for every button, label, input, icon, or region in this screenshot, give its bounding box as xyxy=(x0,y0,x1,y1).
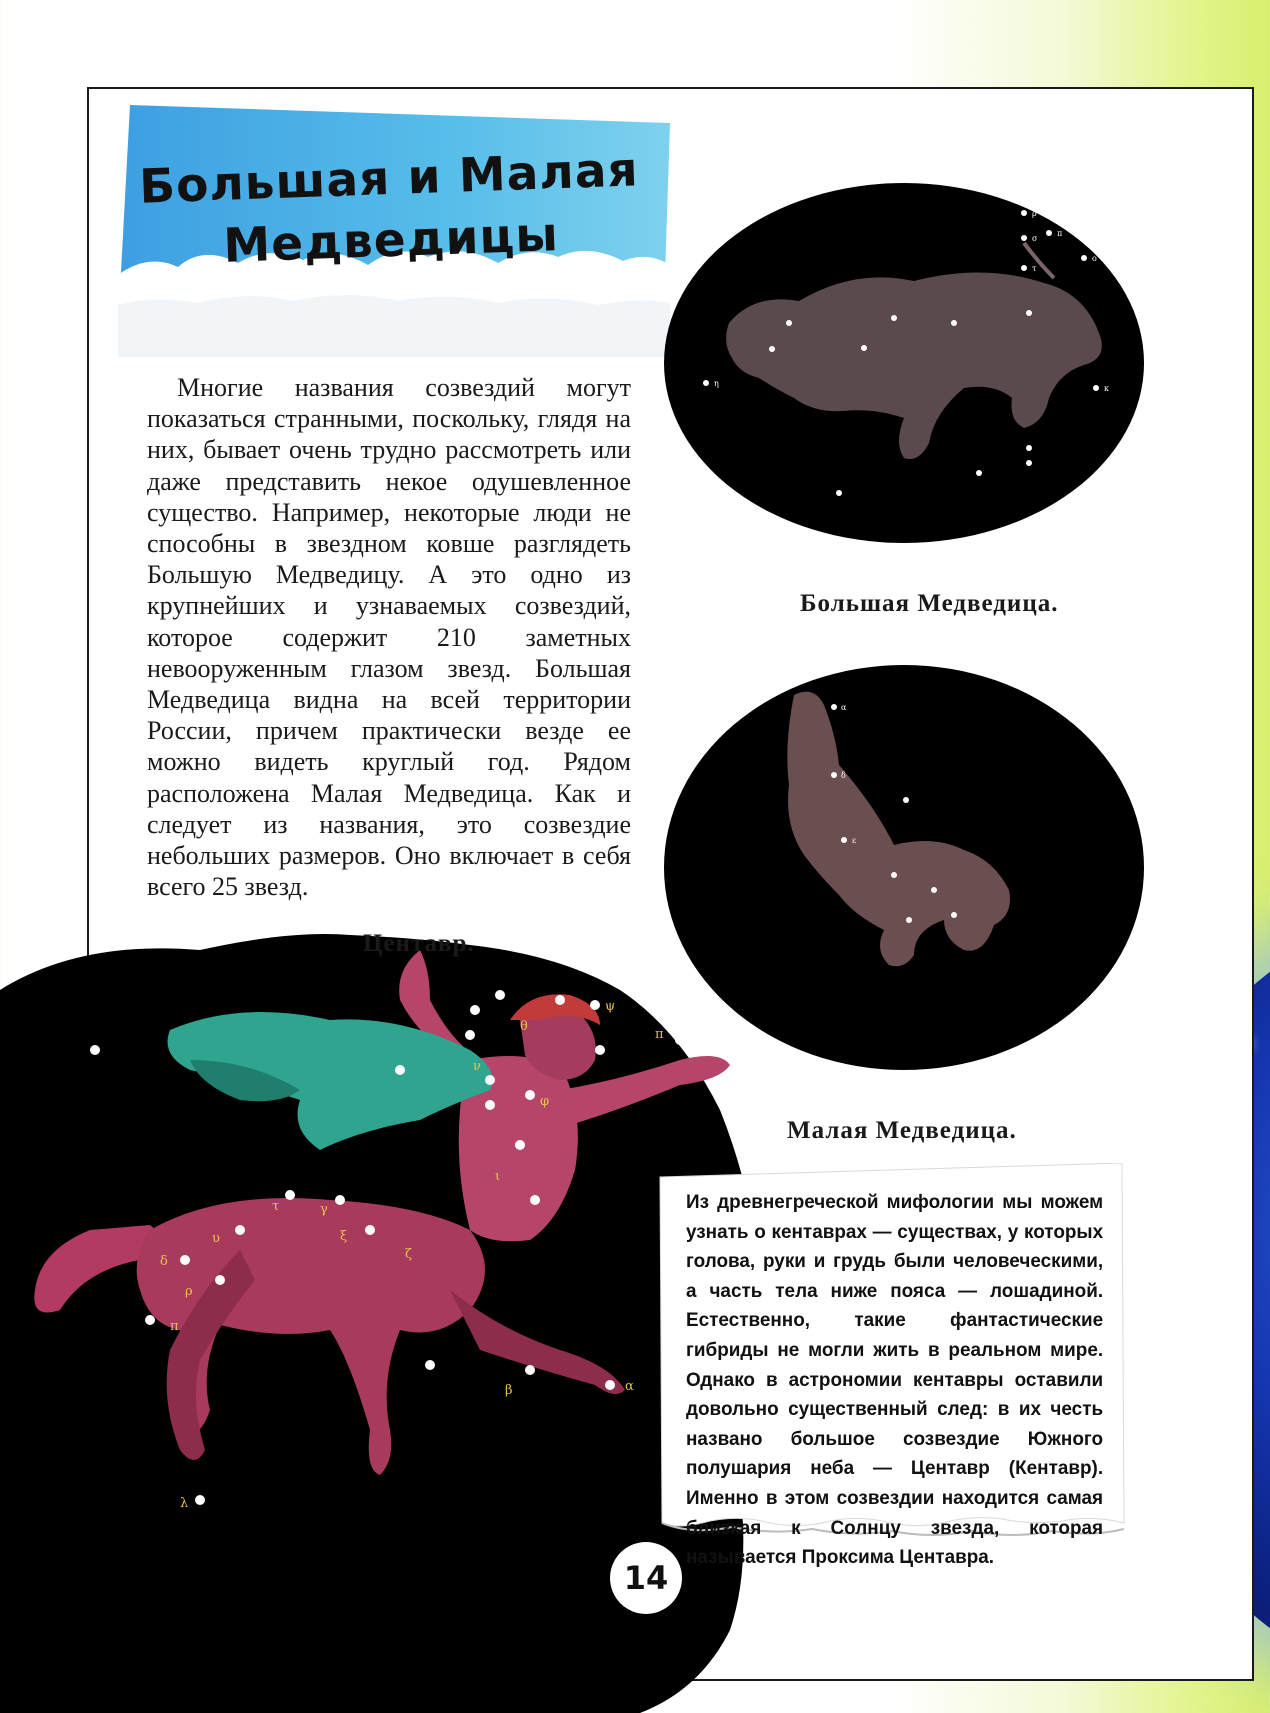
fact-box-text: Из древнегреческой мифологии мы можем узнать о кентаврах — существах, у которых голова, руки и грудь были человеческими, а часть тела ниже пояса — лошадиной. Естественно, такие фантастические гибриды не могли жить в реальном мире. Однако в астрономии кентавры оставили довольно существенный след: в их честь названо большое созвездие Южного полушария неба — Центавр (Кентавр). Именно в этом созвездии находится самая близкая к Солнцу звезда, которая называется Проксима Центавра. xyxy=(686,1191,1104,1569)
star-label: σ xyxy=(1032,234,1038,243)
page-number-badge xyxy=(610,1542,682,1614)
caption-ursa-major: Большая Медведица. xyxy=(800,590,1059,617)
star-label: ρ xyxy=(185,1284,193,1299)
title-line-2: Медведицы xyxy=(222,207,560,274)
star-label: α xyxy=(841,703,847,712)
star-label: ν xyxy=(473,1059,481,1074)
star-label: τ xyxy=(272,1199,280,1214)
title-line-1: Большая и Малая xyxy=(138,142,640,215)
star-label: π xyxy=(655,1027,664,1042)
star-label: θ xyxy=(520,1019,528,1034)
star-label: α xyxy=(625,1379,634,1394)
ursa-major-illustration xyxy=(664,183,1144,543)
page-number: 14 xyxy=(623,1559,669,1597)
star-label: ξ xyxy=(340,1229,348,1244)
star-label: δ xyxy=(160,1254,168,1269)
bear-silhouette xyxy=(726,272,1102,459)
star-label: δ xyxy=(841,771,846,780)
star-label: λ xyxy=(180,1496,189,1511)
star-label: ε xyxy=(852,836,857,845)
star-label: τ xyxy=(1032,264,1037,273)
star-label: φ xyxy=(540,1094,550,1109)
star-label: κ xyxy=(1104,384,1109,393)
bear-silhouette xyxy=(787,692,1010,967)
caption-ursa-minor: Малая Медведица. xyxy=(787,1117,1017,1144)
ursa-major-svg xyxy=(664,183,1144,543)
star-label: ι xyxy=(495,1169,501,1184)
star-label: γ xyxy=(320,1202,328,1217)
star-label: υ xyxy=(212,1231,220,1246)
star-label: ζ xyxy=(405,1247,413,1262)
star-label: η xyxy=(714,379,719,388)
star-label: ο xyxy=(1092,254,1097,263)
star-label: ψ xyxy=(605,999,616,1014)
star-label: π xyxy=(170,1319,179,1334)
star-label: π xyxy=(1057,229,1063,238)
star-label: β xyxy=(505,1383,513,1398)
caption-centaurus: Центавр. xyxy=(363,930,475,957)
star-label: ρ xyxy=(1032,209,1037,218)
page-title xyxy=(128,139,652,281)
body-paragraph: Многие названия созвездий могут показаться странными, поскольку, глядя на них, бывает очень трудно рассмотреть или даже представить некое одушевленное существо. Например, некоторые люди не способны в звездном ковше разглядеть Большую Медведицу. А это одно из крупнейших и узнаваемых созвездий, которое содержит 210 заметных невооруженным глазом звезд. Большая Медведица видна на всей территории России, причем практически везде ее можно видеть круглый год. Рядом расположена Малая Медведица. Как и следует из названия, это созвездие небольших размеров. Оно включает в себя всего 25 звезд. xyxy=(147,373,631,902)
